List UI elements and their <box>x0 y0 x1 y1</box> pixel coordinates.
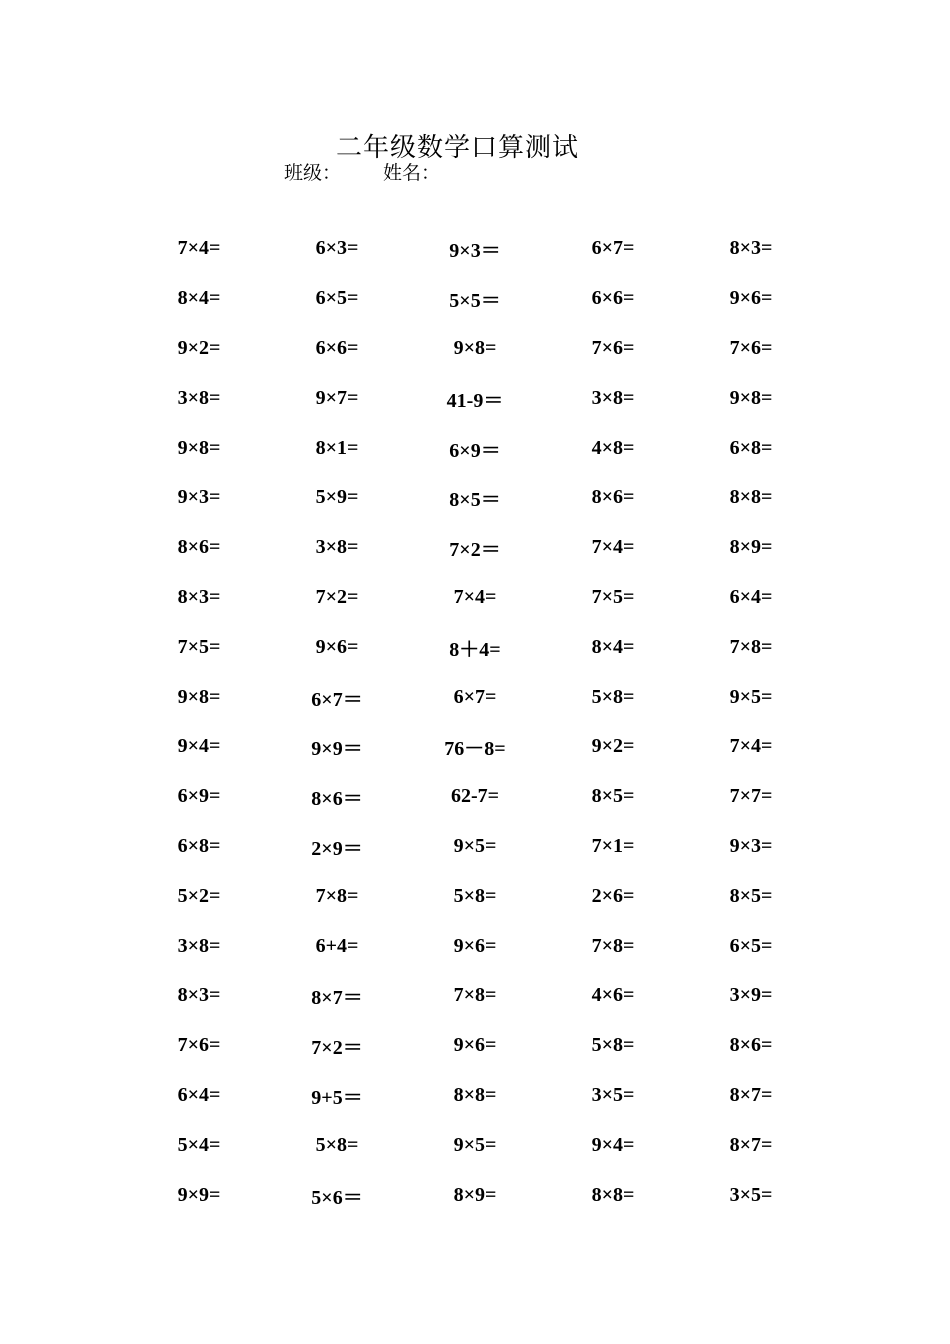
problem-item: 9+5＝ <box>311 1086 363 1109</box>
problem-item: 7×8= <box>729 635 773 658</box>
problem-item: 7×7= <box>729 785 773 808</box>
problem-item: 7×5= <box>177 635 221 658</box>
problem-item: 62-7= <box>450 785 500 808</box>
problem-item: 9×6= <box>729 287 773 310</box>
problem-item: 8×6＝ <box>311 788 363 811</box>
name-label: 姓名： <box>383 162 441 184</box>
problem-item: 7×6= <box>177 1034 221 1057</box>
problem-item: 3×5= <box>729 1183 773 1206</box>
problem-item: 3×8= <box>177 934 221 957</box>
problem-item: 4×6= <box>591 984 635 1007</box>
problem-item: 7×4= <box>177 237 221 260</box>
problem-item: 9×5= <box>729 685 773 708</box>
problem-item: 8×9= <box>729 536 773 559</box>
problem-item: 8×8= <box>591 1183 635 1206</box>
problem-item: 8×3= <box>177 585 221 608</box>
problem-item: 8×6= <box>591 486 635 509</box>
problem-item: 9×8= <box>177 436 221 459</box>
problem-item: 9×6= <box>453 934 497 957</box>
problem-item: 9×3= <box>729 834 773 857</box>
problem-item: 6×9= <box>177 785 221 808</box>
problem-item: 8×5= <box>729 884 773 907</box>
problem-item: 5×8= <box>453 884 497 907</box>
problem-item: 6×8= <box>729 436 773 459</box>
problem-item: 3×8= <box>591 386 635 409</box>
problem-item: 5×8= <box>591 685 635 708</box>
problem-item: 5×4= <box>177 1133 221 1156</box>
problem-item: 7×1= <box>591 834 635 857</box>
problem-item: 3×5= <box>591 1083 635 1106</box>
problem-item: 8×5= <box>591 785 635 808</box>
problem-item: 6×3= <box>315 237 359 260</box>
problem-item: 8×8= <box>453 1083 497 1106</box>
problem-item: 7×6= <box>729 336 773 359</box>
problem-item: 6×5= <box>315 287 359 310</box>
problem-item: 7×8= <box>591 934 635 957</box>
problem-item: 6×6= <box>315 336 359 359</box>
problem-item: 6×7= <box>591 237 635 260</box>
problem-item: 5×8= <box>591 1034 635 1057</box>
problem-item: 6×5= <box>729 934 773 957</box>
problem-item: 7×4= <box>453 585 497 608</box>
class-label: 班级： <box>284 162 342 184</box>
problem-item: 7×2= <box>315 585 359 608</box>
problem-item: 9×5= <box>453 834 497 857</box>
problem-item: 9×3= <box>177 486 221 509</box>
problem-item: 8×6= <box>177 536 221 559</box>
problem-item: 9×4= <box>591 1133 635 1156</box>
problem-item: 5×2= <box>177 884 221 907</box>
problem-item: 7×8= <box>315 884 359 907</box>
problem-item: 6×8= <box>177 834 221 857</box>
problem-item: 5×5＝ <box>449 290 501 313</box>
problem-item: 5×8= <box>315 1133 359 1156</box>
problem-grid <box>130 224 820 1220</box>
problem-item: 8×3= <box>729 237 773 260</box>
problem-item: 3×9= <box>729 984 773 1007</box>
problem-item: 4×8= <box>591 436 635 459</box>
problem-item: 9×8= <box>177 685 221 708</box>
problem-item: 7×4= <box>591 536 635 559</box>
problem-item: 8×4= <box>591 635 635 658</box>
problem-item: 9×7= <box>315 386 359 409</box>
problem-item: 3×8= <box>177 386 221 409</box>
problem-item: 9×9= <box>177 1183 221 1206</box>
problem-item: 6×7= <box>453 685 497 708</box>
problem-item: 7×2＝ <box>449 539 501 562</box>
student-info-line <box>284 158 440 185</box>
problem-item: 9×2= <box>591 735 635 758</box>
problem-item: 8×7= <box>729 1133 773 1156</box>
problem-item: 2×9＝ <box>311 837 363 860</box>
problem-item: 8×1= <box>315 436 359 459</box>
problem-item: 7×8= <box>453 984 497 1007</box>
problem-item: 6×4= <box>729 585 773 608</box>
problem-item: 9×8= <box>453 336 497 359</box>
problem-item: 8×4= <box>177 287 221 310</box>
problem-item: 9×6= <box>315 635 359 658</box>
problem-item: 6×9＝ <box>449 439 501 462</box>
problem-item: 8×6= <box>729 1034 773 1057</box>
problem-item: 7×6= <box>591 336 635 359</box>
problem-item: 6×6= <box>591 287 635 310</box>
problem-item: 5×9= <box>315 486 359 509</box>
problem-item: 3×8= <box>315 536 359 559</box>
problem-item: 9×2= <box>177 336 221 359</box>
problem-item: 8×8= <box>729 486 773 509</box>
problem-item: 9×3＝ <box>449 240 501 263</box>
problem-item: 6+4= <box>315 934 359 957</box>
problem-item: 8×9= <box>453 1183 497 1206</box>
problem-item: 7×5= <box>591 585 635 608</box>
problem-item: 9×8= <box>729 386 773 409</box>
problem-item: 9×6= <box>453 1034 497 1057</box>
problem-item: 8＋4= <box>449 638 501 661</box>
problem-item: 6×7＝ <box>311 688 363 711</box>
problem-item: 6×4= <box>177 1083 221 1106</box>
problem-item: 7×2＝ <box>311 1037 363 1060</box>
problem-item: 9×9＝ <box>311 738 363 761</box>
problem-item: 5×6＝ <box>311 1186 363 1209</box>
problem-item: 9×4= <box>177 735 221 758</box>
problem-item: 76－8= <box>444 738 506 761</box>
problem-item: 7×4= <box>729 735 773 758</box>
problem-item: 8×5＝ <box>449 489 501 512</box>
page-title: 二年级数学口算测试 <box>335 133 579 163</box>
problem-item: 41-9＝ <box>446 389 504 412</box>
problem-item: 8×3= <box>177 984 221 1007</box>
problem-item: 9×5= <box>453 1133 497 1156</box>
problem-item: 8×7= <box>729 1083 773 1106</box>
problem-item: 8×7＝ <box>311 987 363 1010</box>
problem-item: 2×6= <box>591 884 635 907</box>
